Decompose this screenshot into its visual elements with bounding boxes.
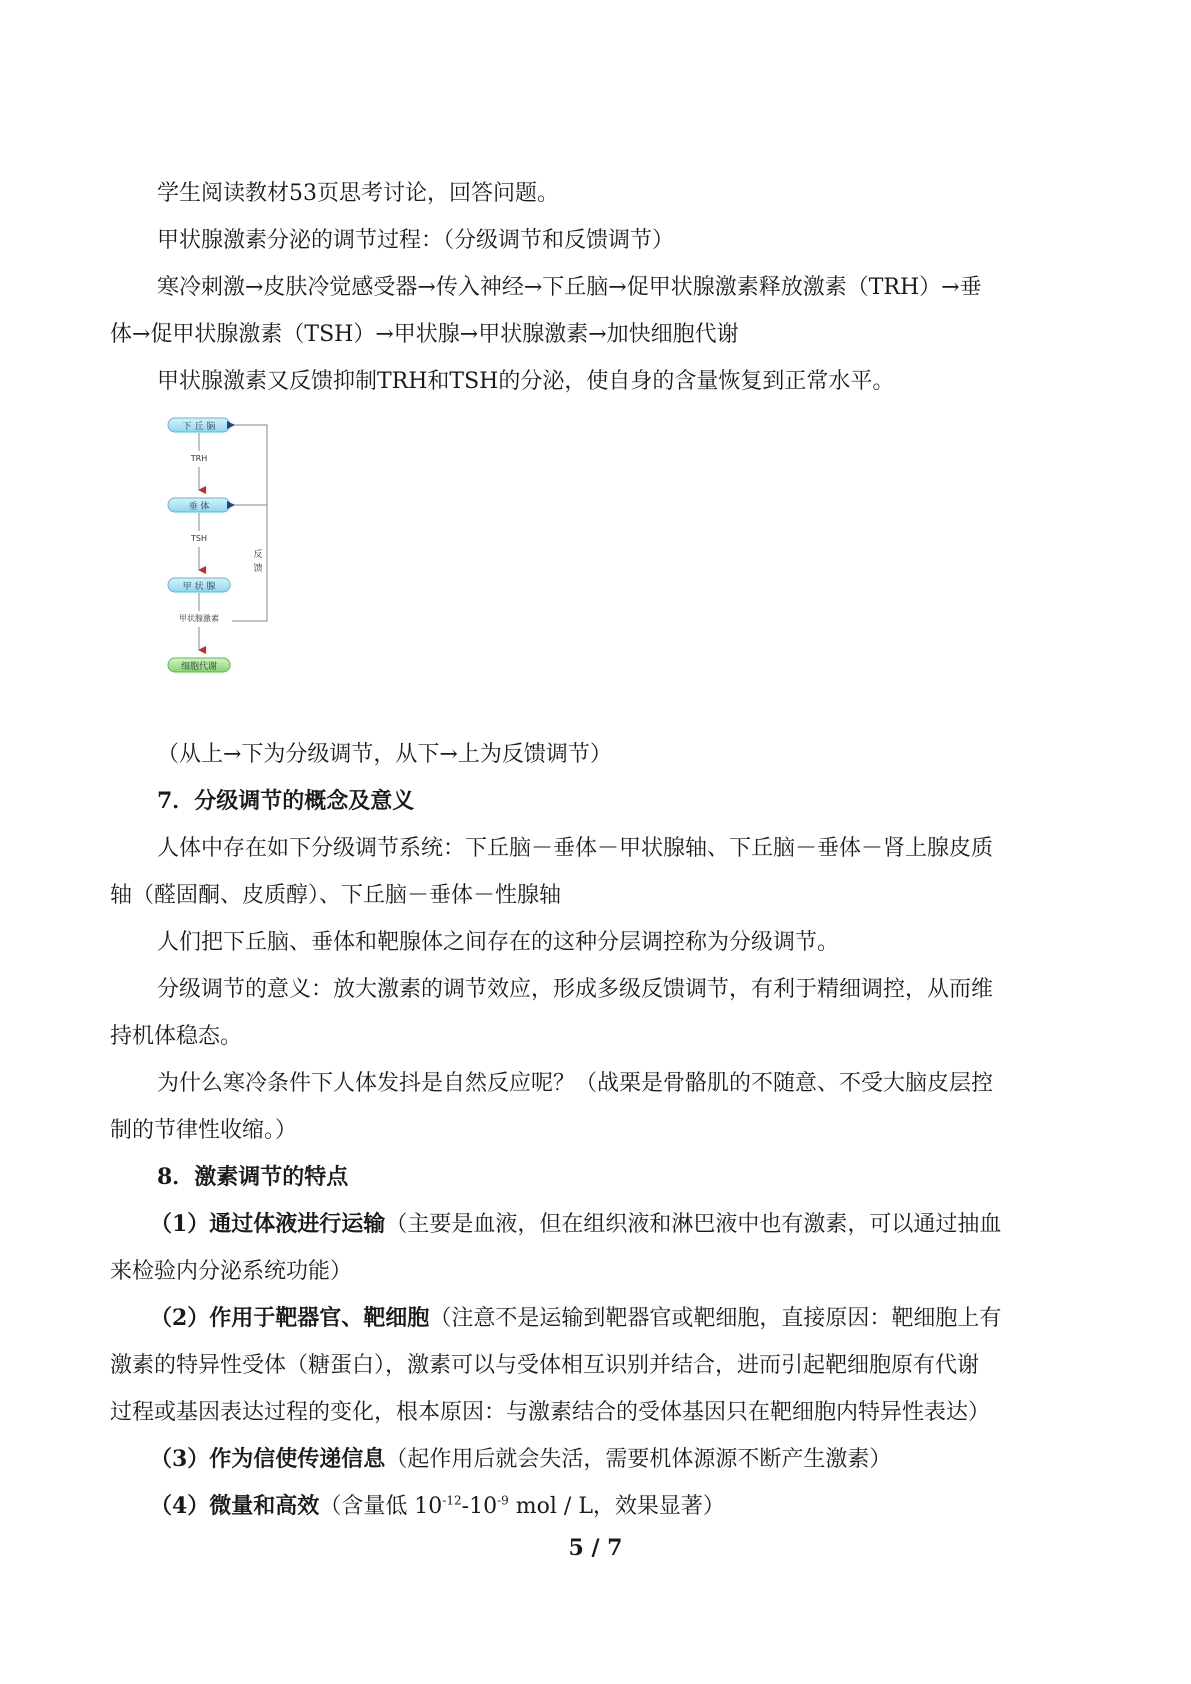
paragraph-cold-chain-2: 体→促甲状腺激素（TSH）→甲状腺→甲状腺激素→加快细胞代谢 — [110, 322, 739, 347]
paragraph-definition: 人们把下丘脑、垂体和靶腺体之间存在的这种分层调控称为分级调节。 — [157, 930, 840, 955]
paragraph-read-textbook: 学生阅读教材53页思考讨论，回答问题。 — [157, 181, 559, 206]
node-thyroid — [168, 578, 230, 592]
paragraph-shivering-1: 为什么寒冷条件下人体发抖是自然反应呢？（战栗是骨骼肌的不随意、不受大脑皮层控 — [157, 1071, 994, 1096]
item-3-line-1 — [110, 1436, 1090, 1483]
label-feedback-2: 馈 — [253, 564, 263, 574]
label-feedback-1: 反 — [253, 550, 263, 560]
paragraph-axis-systems-2: 轴（醛固酮、皮质醇）、下丘脑－垂体－性腺轴 — [110, 883, 562, 908]
node-cell-metabolism — [168, 658, 230, 672]
paragraph-direction-note: （从上→下为分级调节，从下→上为反馈调节） — [157, 742, 612, 767]
item-2-line-1 — [110, 1295, 1090, 1342]
item-4-title: （4）微量和高效 — [150, 1493, 320, 1519]
node-thyroid-label: 甲 状 腺 — [182, 582, 216, 592]
page-number: 5 / 7 — [568, 1535, 623, 1561]
document-page — [110, 170, 1090, 1530]
item-4-sup-2: -9 — [497, 1493, 509, 1508]
label-tsh: TSH — [191, 534, 207, 543]
node-pituitary — [168, 498, 230, 512]
paragraph-shivering-2: 制的节律性收缩。） — [110, 1118, 298, 1143]
item-2-line-3: 过程或基因表达过程的变化，根本原因：与激素结合的受体基因只在靶细胞内特异性表达） — [110, 1400, 991, 1425]
item-1-text: （主要是血液，但在组织液和淋巴液中也有激素，可以通过抽血 — [385, 1212, 1002, 1237]
paragraph-feedback-inhibit: 甲状腺激素又反馈抑制TRH和TSH的分泌，使自身的含量恢复到正常水平。 — [157, 369, 895, 394]
item-4-text-a: （含量低 10 — [319, 1494, 443, 1519]
paragraph-cold-chain-1: 寒冷刺激→皮肤冷觉感受器→传入神经→下丘脑→促甲状腺激素释放激素（TRH）→垂 — [157, 275, 982, 300]
item-4-text-b: mol / L，效果显著） — [508, 1494, 725, 1519]
paragraph-significance-1: 分级调节的意义：放大激素的调节效应，形成多级反馈调节，有利于精细调控，从而维 — [157, 977, 994, 1002]
item-2-title: （2）作用于靶器官、靶细胞 — [150, 1305, 430, 1331]
node-pituitary-label: 垂 体 — [188, 502, 210, 512]
node-hypothalamus — [168, 418, 230, 432]
item-2-text: （注意不是运输到靶器官或靶细胞，直接原因：靶细胞上有 — [429, 1306, 1002, 1331]
paragraph-axis-systems-1: 人体中存在如下分级调节系统：下丘脑－垂体－甲状腺轴、下丘脑－垂体－肾上腺皮质 — [157, 836, 994, 861]
item-4-sup-1: -12 — [442, 1493, 462, 1508]
item-4-line-1 — [110, 1483, 1090, 1530]
node-hypothalamus-label: 下 丘 脑 — [182, 422, 216, 432]
label-thyroid-hormone: 甲状腺激素 — [179, 614, 219, 623]
item-4-text-mid: -10 — [461, 1494, 498, 1519]
paragraph-significance-2: 持机体稳态。 — [110, 1024, 243, 1049]
diagram-svg — [110, 411, 410, 711]
label-trh: TRH — [190, 454, 208, 463]
item-3-title: （3）作为信使传递信息 — [150, 1446, 386, 1472]
heading-section-7: 7．分级调节的概念及意义 — [157, 788, 415, 814]
hormone-regulation-diagram — [110, 411, 1090, 711]
item-3-text: （起作用后就会失活，需要机体源源不断产生激素） — [385, 1447, 892, 1472]
item-2-line-2: 激素的特异性受体（糖蛋白），激素可以与受体相互识别并结合，进而引起靶细胞原有代谢 — [110, 1353, 980, 1378]
paragraph-regulation-process: 甲状腺激素分泌的调节过程：（分级调节和反馈调节） — [157, 228, 675, 253]
item-1-line-1 — [110, 1201, 1090, 1248]
node-cell-metabolism-label: 细胞代谢 — [180, 662, 218, 672]
heading-section-8: 8．激素调节的特点 — [157, 1164, 349, 1190]
item-1-line-2: 来检验内分泌系统功能） — [110, 1259, 353, 1284]
item-1-title: （1）通过体液进行运输 — [150, 1211, 386, 1237]
